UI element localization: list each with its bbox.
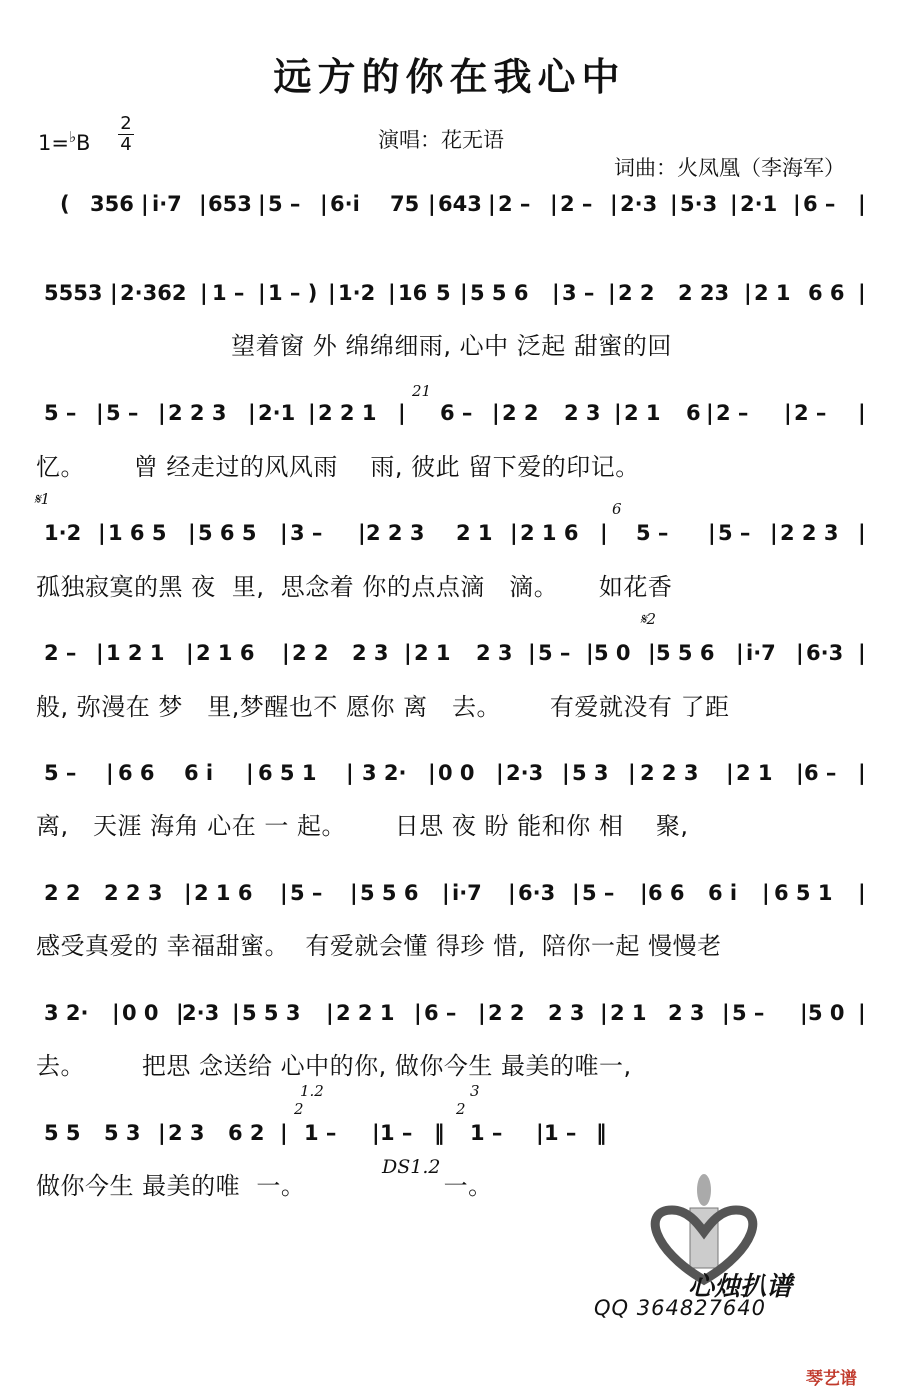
bar-line: | <box>372 1121 380 1145</box>
bar-line: | <box>858 1001 866 1025</box>
bar-line: | <box>528 641 536 665</box>
bar-line: | <box>762 881 770 905</box>
time-bottom: 4 <box>118 134 134 155</box>
bar-line: | <box>670 192 678 216</box>
bar-line: | <box>614 401 622 425</box>
bar-line: | <box>158 401 166 425</box>
note-group: 6 2 <box>228 1121 265 1145</box>
bar-line: | <box>326 1001 334 1025</box>
note-group: 5 0 <box>808 1001 845 1025</box>
note-group: i·7 <box>152 192 182 216</box>
note-group: 1 – <box>544 1121 577 1145</box>
score-mark: 6 <box>612 500 622 518</box>
bar-line: | <box>308 401 316 425</box>
note-group: 3 – <box>562 281 595 305</box>
note-group: 6 – <box>424 1001 457 1025</box>
bar-line: | <box>404 641 412 665</box>
note-group: 5 – <box>732 1001 765 1025</box>
note-group: 2 1 6 <box>196 641 255 665</box>
note-group: 5 5 3 <box>242 1001 301 1025</box>
note-group: 2·1 <box>740 192 778 216</box>
bar-line: | <box>106 761 114 785</box>
lyric-line: 离, 天涯 海角 心在 一 起。 日思 夜 盼 能和你 相 聚, <box>36 812 689 840</box>
note-group: 6 i <box>708 881 738 905</box>
note-group: 2·1 <box>258 401 296 425</box>
note-group: 2 2 <box>488 1001 525 1025</box>
note-group: 2 1 <box>456 521 493 545</box>
bar-line: | <box>796 761 804 785</box>
note-group: 5 – <box>44 761 77 785</box>
note-group: 2·3 <box>506 761 544 785</box>
note-group: 3 2· <box>44 1001 89 1025</box>
key-prefix: 1= <box>38 131 69 155</box>
note-group: 2 – <box>794 401 827 425</box>
bar-line: | <box>858 761 866 785</box>
note-group: 1 – <box>380 1121 413 1145</box>
note-group: 5 3 <box>572 761 609 785</box>
bar-line: | <box>496 761 504 785</box>
note-group: 6·i <box>330 192 360 216</box>
bar-line: | <box>608 281 616 305</box>
bar-line: | <box>96 401 104 425</box>
note-group: 6 <box>686 401 701 425</box>
note-group: 5 5 6 <box>360 881 419 905</box>
bar-line: | <box>346 761 354 785</box>
note-group: 5 – <box>44 401 77 425</box>
note-group: 5 5 6 <box>656 641 715 665</box>
bar-line: | <box>488 192 496 216</box>
bar-line: | <box>550 192 558 216</box>
bar-line: | <box>110 281 118 305</box>
bar-line: | <box>736 641 744 665</box>
note-group: 2 1 6 <box>194 881 253 905</box>
note-group: 2 2 <box>44 881 81 905</box>
score-mark: 3 <box>470 1082 480 1100</box>
note-group: 2 – <box>498 192 531 216</box>
bar-line: | <box>744 281 752 305</box>
note-group: 6 – <box>804 761 837 785</box>
note-group: 6·3 <box>518 881 556 905</box>
note-group: 2 1 6 <box>520 521 579 545</box>
key-note: B <box>76 131 91 155</box>
note-group: 2 1 <box>624 401 661 425</box>
note-group: 6 6 <box>808 281 845 305</box>
bar-line: | <box>628 761 636 785</box>
score-mark: 21 <box>412 382 432 400</box>
bar-line: | <box>141 192 149 216</box>
lyric-line: 去。 把思 念送给 心中的你, 做你今生 最美的唯一, <box>36 1052 632 1080</box>
lyric-line: 做你今生 最美的唯 一。 一。 <box>36 1172 493 1200</box>
note-group: 5 – <box>268 192 301 216</box>
singer-credit: 演唱：花无语 <box>378 128 504 152</box>
bar-line: | <box>858 401 866 425</box>
time-top: 2 <box>120 113 132 134</box>
bar-line: ‖ <box>596 1121 607 1145</box>
score-mark: 2 <box>294 1100 304 1118</box>
note-group: 5 – <box>636 521 669 545</box>
note-group: 6 6 <box>118 761 155 785</box>
bar-line: | <box>358 521 366 545</box>
bar-line: | <box>770 521 778 545</box>
note-group: 5 – <box>582 881 615 905</box>
bar-line: | <box>280 1121 288 1145</box>
bar-line: | <box>858 881 866 905</box>
note-group: 75 <box>390 192 420 216</box>
bar-line: | <box>460 281 468 305</box>
note-group: 1 – <box>212 281 245 305</box>
flat-sign: ♭ <box>68 128 77 146</box>
bar-line: | <box>398 401 406 425</box>
ds-mark: DS1.2 <box>382 1156 441 1178</box>
bar-line: | <box>188 521 196 545</box>
lyric-line: 望着窗 外 绵绵细雨, 心中 泛起 甜蜜的回 <box>36 332 672 360</box>
note-group: 5 – <box>538 641 571 665</box>
note-group: 2 2 3 <box>168 401 227 425</box>
note-group: 2 3 <box>352 641 389 665</box>
bar-line: | <box>858 641 866 665</box>
note-group: 2 1 <box>610 1001 647 1025</box>
bar-line: | <box>112 1001 120 1025</box>
bar-line: | <box>428 192 436 216</box>
bar-line: | <box>572 881 580 905</box>
bar-line: | <box>328 281 336 305</box>
bar-line: | <box>246 761 254 785</box>
bar-line: | <box>186 641 194 665</box>
bar-line: ‖ <box>434 1121 445 1145</box>
bar-line: | <box>600 1001 608 1025</box>
note-group: 2 2 1 <box>318 401 377 425</box>
note-group: 5 – <box>290 881 323 905</box>
note-group: 2 3 <box>668 1001 705 1025</box>
note-group: 0 0 <box>438 761 475 785</box>
note-group: 6 – <box>803 192 836 216</box>
note-group: 5 6 5 <box>198 521 257 545</box>
bar-line: | <box>98 521 106 545</box>
note-group: 2 3 <box>168 1121 205 1145</box>
bar-line: | <box>552 281 560 305</box>
lyric-line: 忆。 曾 经走过的风风雨 雨, 彼此 留下爱的印记。 <box>36 453 640 481</box>
bar-line: | <box>510 521 518 545</box>
author-credit: 词曲：火凤凰（李海军） <box>614 156 845 180</box>
bar-line: | <box>562 761 570 785</box>
note-group: 2·3 <box>620 192 658 216</box>
bar-line: | <box>722 1001 730 1025</box>
note-group: 5553 <box>44 281 103 305</box>
bar-line: | <box>280 521 288 545</box>
note-group: 5 5 6 <box>470 281 529 305</box>
bar-line: | <box>350 881 358 905</box>
bar-line: | <box>232 1001 240 1025</box>
bar-line: | <box>586 641 594 665</box>
note-group: 2 2 3 <box>366 521 425 545</box>
score-mark: 𝄋1 <box>34 490 50 508</box>
lyric-line: 感受真爱的 幸福甜蜜。 有爱就会懂 得珍 惜, 陪你一起 慢慢老 <box>36 932 722 960</box>
note-group: 653 <box>208 192 252 216</box>
note-group: 3 2· <box>362 761 407 785</box>
bar-line: | <box>442 881 450 905</box>
bar-line: | <box>610 192 618 216</box>
note-group: 5 0 <box>594 641 631 665</box>
note-group: 6 6 <box>648 881 685 905</box>
note-group: 2 2 1 <box>336 1001 395 1025</box>
note-group: 2 1 <box>414 641 451 665</box>
note-group: 2 2 <box>292 641 329 665</box>
bar-line: | <box>508 881 516 905</box>
bar-line: | <box>800 1001 808 1025</box>
bar-line: | <box>320 192 328 216</box>
note-group: 6·3 <box>806 641 844 665</box>
note-group: 2 23 <box>678 281 730 305</box>
note-group: 2 2 <box>618 281 655 305</box>
bar-line: | <box>96 641 104 665</box>
bar-line: | <box>388 281 396 305</box>
score-mark: 2 <box>456 1100 466 1118</box>
score-mark: 𝄋2 <box>640 610 656 628</box>
site-logo: 琴艺谱 <box>806 1369 857 1389</box>
bar-line: | <box>706 401 714 425</box>
bar-line: | <box>199 192 207 216</box>
bar-line: | <box>280 881 288 905</box>
note-group: 2·362 <box>120 281 187 305</box>
bar-line: | <box>730 192 738 216</box>
bar-line: | <box>414 1001 422 1025</box>
bar-line: | <box>726 761 734 785</box>
bar-line: | <box>793 192 801 216</box>
note-group: 2·3 <box>182 1001 220 1025</box>
note-group: ( <box>60 192 70 216</box>
note-group: 1 2 1 <box>106 641 165 665</box>
note-group: 2 – <box>44 641 77 665</box>
note-group: 2 2 3 <box>780 521 839 545</box>
note-group: 1·2 <box>338 281 376 305</box>
note-group: 2 3 <box>564 401 601 425</box>
bar-line: | <box>176 1001 184 1025</box>
note-group: 1 – <box>470 1121 503 1145</box>
note-group: 2 2 3 <box>104 881 163 905</box>
note-group: 2 – <box>716 401 749 425</box>
bar-line: | <box>258 281 266 305</box>
bar-line: | <box>536 1121 544 1145</box>
brand-signature: 心烛扒谱 <box>688 1272 793 1302</box>
note-group: 5·3 <box>680 192 718 216</box>
bar-line: | <box>858 521 866 545</box>
note-group: 5 <box>436 281 451 305</box>
note-group: 2 2 3 <box>640 761 699 785</box>
bar-line: | <box>492 401 500 425</box>
bar-line: | <box>858 281 866 305</box>
bar-line: | <box>858 192 866 216</box>
note-group: i·7 <box>746 641 776 665</box>
note-group: 5 3 <box>104 1121 141 1145</box>
bar-line: | <box>708 521 716 545</box>
note-group: 1 6 5 <box>108 521 167 545</box>
bar-line: | <box>258 192 266 216</box>
bar-line: | <box>640 881 648 905</box>
lyric-line: 般, 弥漫在 梦 里,梦醒也不 愿你 离 去。 有爱就没有 了距 <box>36 693 730 721</box>
note-group: 6 5 1 <box>774 881 833 905</box>
note-group: 1 – ) <box>268 281 318 305</box>
bar-line: | <box>158 1121 166 1145</box>
note-group: 6 – <box>440 401 473 425</box>
note-group: 1·2 <box>44 521 82 545</box>
bar-line: | <box>784 401 792 425</box>
bar-line: | <box>600 521 608 545</box>
bar-line: | <box>796 641 804 665</box>
song-title: 远方的你在我心中 <box>273 54 626 99</box>
note-group: 2 1 <box>754 281 791 305</box>
note-group: 356 <box>90 192 134 216</box>
lyric-line: 孤独寂寞的黑 夜 里, 思念着 你的点点滴 滴。 如花香 <box>36 573 673 601</box>
note-group: 2 3 <box>476 641 513 665</box>
note-group: 5 – <box>718 521 751 545</box>
note-group: 5 5 <box>44 1121 81 1145</box>
bar-line: | <box>184 881 192 905</box>
note-group: 2 3 <box>548 1001 585 1025</box>
note-group: 643 <box>438 192 482 216</box>
note-group: 6 5 1 <box>258 761 317 785</box>
note-group: i·7 <box>452 881 482 905</box>
note-group: 3 – <box>290 521 323 545</box>
bar-line: | <box>200 281 208 305</box>
bar-line: | <box>282 641 290 665</box>
note-group: 2 – <box>560 192 593 216</box>
note-group: 0 0 <box>122 1001 159 1025</box>
score-mark: 1.2 <box>300 1082 324 1100</box>
note-group: 2 2 <box>502 401 539 425</box>
note-group: 2 1 <box>736 761 773 785</box>
qq-number: QQ 364827640 <box>594 1296 766 1320</box>
bar-line: | <box>478 1001 486 1025</box>
note-group: 5 – <box>106 401 139 425</box>
note-group: 16 <box>398 281 428 305</box>
note-group: 1 – <box>304 1121 337 1145</box>
bar-line: | <box>248 401 256 425</box>
note-group: 6 i <box>184 761 214 785</box>
bar-line: | <box>648 641 656 665</box>
bar-line: | <box>428 761 436 785</box>
